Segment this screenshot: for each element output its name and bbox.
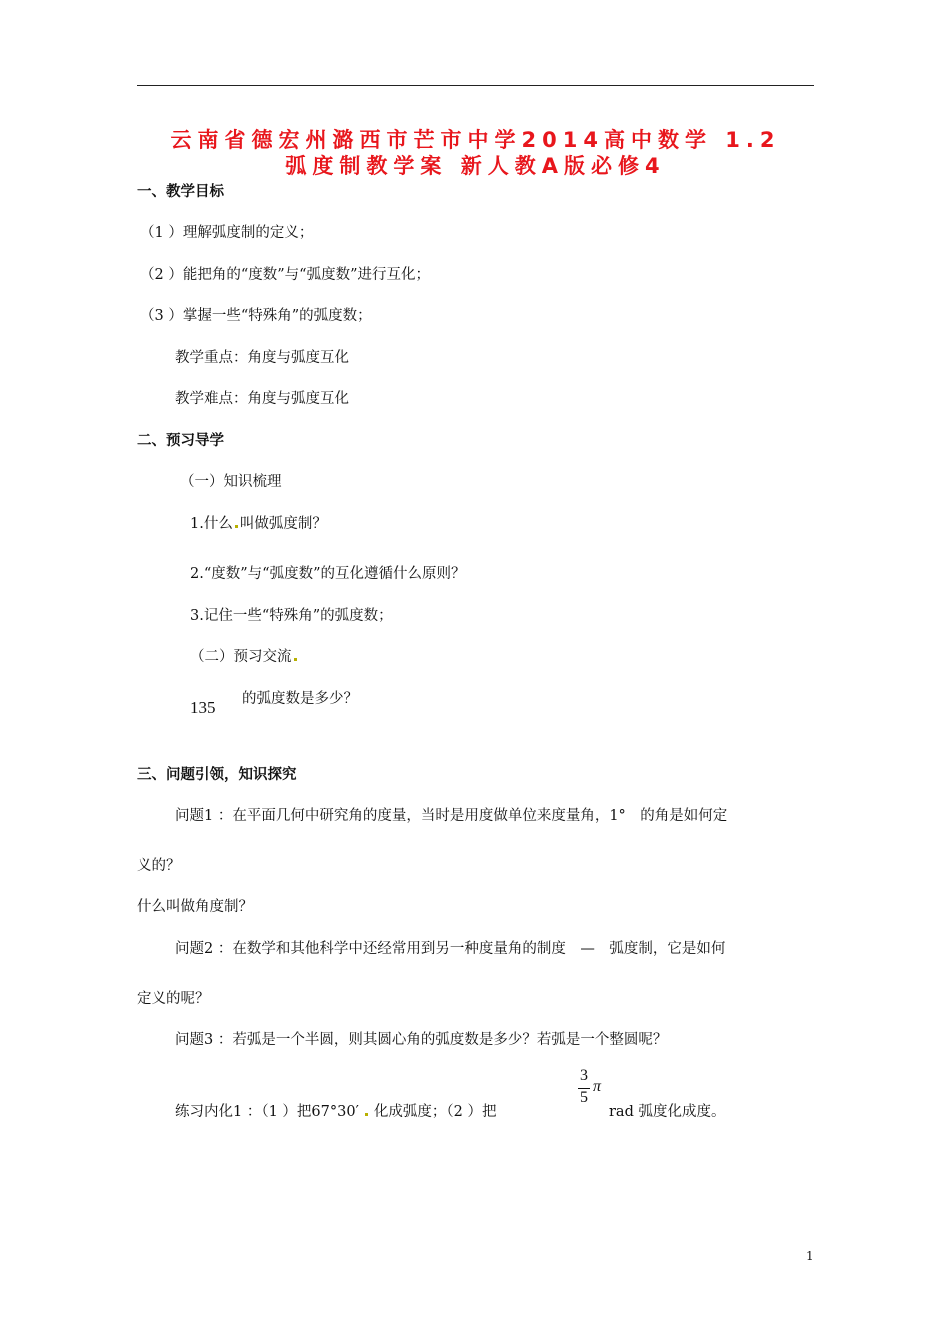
subsection-exchange-label: （二）预习交流 xyxy=(190,649,292,665)
objective-3: （3 ）掌握一些“特殊角”的弧度数； xyxy=(140,308,372,324)
mark-dot xyxy=(294,658,297,661)
problem-2-line1: 问题2 ：在数学和其他科学中还经常用到另一种度量角的制度 — 弧度制，它是如何 xyxy=(175,941,726,957)
degree-value: 135 xyxy=(190,698,216,717)
mark-dot xyxy=(235,525,238,528)
objective-1: （1 ）理解弧度制的定义； xyxy=(140,225,314,241)
question-1-part-b: 叫做弧度制？ xyxy=(239,516,327,532)
pi-symbol: π xyxy=(593,1078,602,1095)
difficulty-point: 教学难点：角度与弧度互化 xyxy=(175,391,349,407)
objective-2: （2 ）能把角的“度数”与“弧度数”进行互化； xyxy=(140,267,430,283)
question-1-part-a: 1.什么 xyxy=(190,516,233,532)
exercise-part-c: rad 弧度化成度。 xyxy=(609,1104,726,1120)
problem-3: 问题3 ：若弧是一个半圆，则其圆心角的弧度数是多少？若弧是一个整圆呢？ xyxy=(175,1032,668,1048)
question-1 xyxy=(190,512,327,533)
doc-title-line1: 云南省德宏州潞西市芒市中学2014高中数学 1.2 xyxy=(170,128,781,152)
problem-1-line2: 义的？ xyxy=(137,858,181,874)
exercise-text-a: 练习内化1 ：（1 ）把67°30′ xyxy=(175,1104,359,1120)
page-number: 1 xyxy=(806,1249,814,1263)
header-rule xyxy=(137,85,814,86)
subsection-exchange xyxy=(190,645,299,666)
mark-dot xyxy=(365,1113,368,1116)
question-3: 3.记住一些“特殊角”的弧度数； xyxy=(190,608,393,624)
problem-1-line3: 什么叫做角度制？ xyxy=(137,899,253,915)
problem-2-line2: 定义的呢？ xyxy=(137,991,210,1007)
exercise-part-a xyxy=(175,1100,496,1121)
fraction-denominator: 5 xyxy=(580,1089,588,1106)
question-2: 2.“度数”与“弧度数”的互化遵循什么原则？ xyxy=(190,566,466,582)
subsection-knowledge: （一）知识梳理 xyxy=(180,474,282,490)
exercise-text-b: 化成弧度；（2 ）把 xyxy=(373,1104,497,1120)
exchange-question: 的弧度数是多少？ xyxy=(242,691,358,707)
problem-1-line1: 问题1 ：在平面几何中研究角的度量，当时是用度做单位来度量角，1° 的角是如何定 xyxy=(175,808,728,824)
section1-heading: 一、教学目标 xyxy=(137,184,224,200)
doc-title-line2: 弧度制教学案 新人教A版必修4 xyxy=(285,154,666,178)
section2-heading: 二、预习导学 xyxy=(137,433,224,449)
section3-heading: 三、问题引领，知识探究 xyxy=(137,767,297,783)
fraction-numerator: 3 xyxy=(580,1067,588,1084)
key-point: 教学重点：角度与弧度互化 xyxy=(175,350,349,366)
